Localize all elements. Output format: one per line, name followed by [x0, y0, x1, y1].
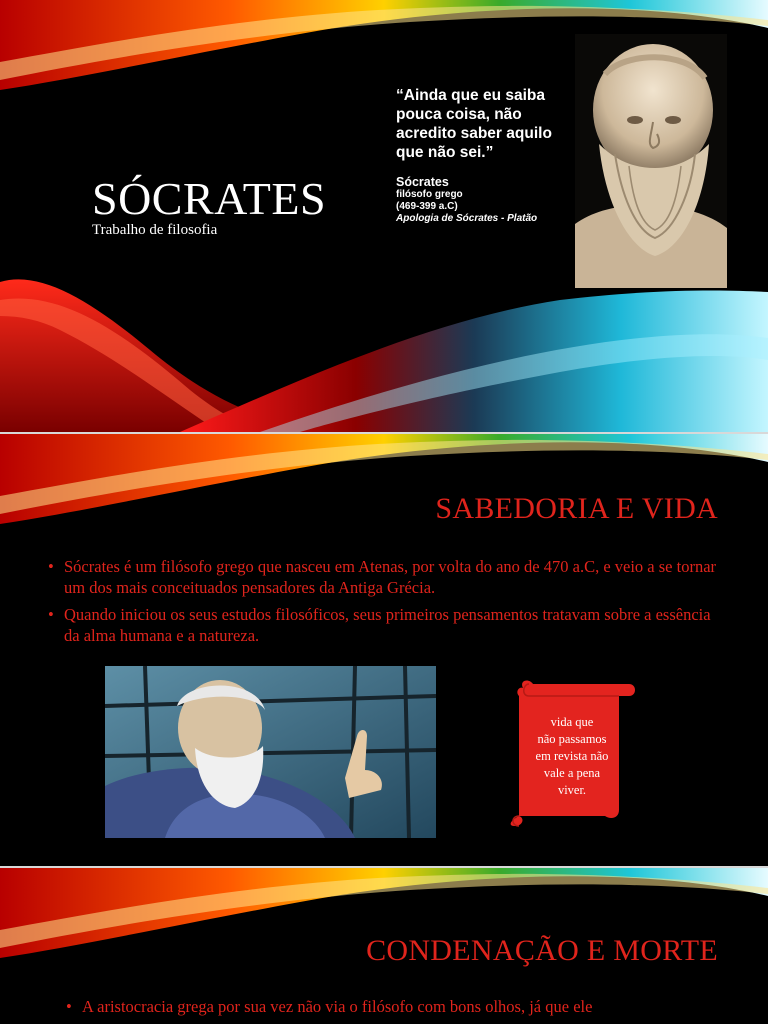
scroll-quote — [524, 714, 620, 799]
scroll-quote-line: em revista não — [535, 749, 609, 763]
slide-title — [0, 0, 768, 432]
presentation-title: SÓCRATES — [92, 173, 327, 224]
slide-sabedoria — [0, 434, 768, 866]
quote-line: que não sei.” — [396, 144, 494, 161]
scroll-quote-line: vida que — [550, 715, 594, 729]
bullet-item: • A aristocracia grega por sua vez não via o filósofo com bons olhos, já que ele — [64, 996, 724, 1017]
presentation-subtitle: Trabalho de filosofia — [92, 222, 218, 238]
bullet-list — [46, 556, 726, 652]
quote-author: Sócrates — [396, 175, 449, 189]
quote-text — [396, 86, 576, 162]
stained-glass-socrates-image — [105, 666, 436, 838]
scroll-quote-line: viver. — [557, 783, 587, 797]
section-heading: CONDENAÇÃO E MORTE — [366, 934, 718, 967]
bullet-list — [64, 996, 724, 1023]
quote-author-role: filósofo grego — [396, 189, 463, 200]
bullet-item: • Quando iniciou os seus estudos filosóficos, seus primeiros pensamentos tratavam sobre a essência da alma humana e a natureza. — [46, 604, 726, 646]
quote-line: “Ainda que eu saiba — [396, 87, 546, 104]
scroll-quote-line: não passamos — [537, 732, 607, 746]
quote-line: acredito saber aquilo — [396, 125, 552, 142]
socrates-bust-image — [575, 34, 727, 288]
section-heading: SABEDORIA E VIDA — [435, 492, 718, 525]
quote-author-years: (469-399 a.C) — [396, 201, 458, 212]
quote-source: Apologia de Sócrates - Platão — [396, 213, 538, 224]
bullet-item: • Sócrates é um filósofo grego que nasceu em Atenas, por volta do ano de 470 a.C, e veio a se tornar um dos mais conceituados pensadores da Antiga Grécia. — [46, 556, 726, 598]
scroll-quote-line: vale a pena — [543, 766, 601, 780]
quote-block — [396, 86, 576, 225]
quote-line: pouca coisa, não — [396, 106, 522, 123]
slide-condenacao — [0, 868, 768, 1024]
